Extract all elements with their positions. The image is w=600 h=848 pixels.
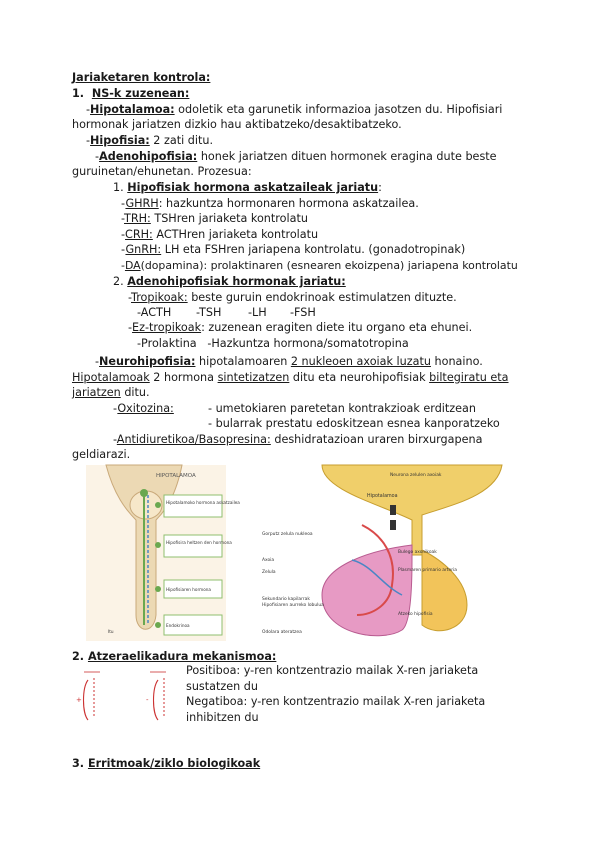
subsection-1-heading: [113, 180, 382, 195]
list-item: -GnRH: LH eta FSHren jariapena kontrolatu. (gonadotropinak): [121, 243, 466, 256]
term: Hipotalamoa:: [90, 103, 175, 116]
tropic-hormone: -ACTH: [137, 306, 172, 319]
page-title: Jariaketaren kontrola:: [72, 71, 211, 84]
section-number: 3.: [72, 757, 85, 770]
text: jariatzen: [72, 386, 121, 399]
step-marker: [155, 542, 161, 548]
figure-label: Hipotalamoa: [367, 494, 398, 499]
text: sintetizatzen: [217, 371, 290, 384]
section-title: NS-k zuzenean:: [91, 87, 190, 100]
hipofisia-line: -Hipofisia: 2 zati ditu.: [86, 134, 214, 147]
text: beste guruin endokrinoak estimulatzen dituzte.: [187, 291, 457, 304]
term: Tropikoak:: [131, 291, 188, 304]
list-item: -CRH: ACTHren jariaketa kontrolatu: [121, 228, 319, 241]
section-1-heading: [72, 86, 189, 101]
text: honek jariatzen dituen hormonek eragina dute beste: [197, 150, 497, 163]
section-2-heading: [72, 649, 276, 664]
colon: :: [378, 181, 382, 194]
callout-box: [164, 535, 222, 557]
figure-label: HIPOTALAMOA: [156, 473, 196, 479]
text: honaino.: [430, 355, 483, 368]
oxitozina-text-2: - bularrak prestatu edoskitzean esnea kanporatzeko: [208, 417, 500, 430]
term: Antidiuretikoa/Basopresina:: [116, 433, 271, 446]
list-item: -TRH: TSHren jariaketa kontrolatu: [121, 212, 308, 225]
step-marker: [155, 622, 161, 628]
tropic-hormone: -TSH: [196, 306, 222, 319]
step-marker: [155, 586, 161, 592]
text: 2 zati ditu.: [149, 134, 214, 147]
text: TSHren jariaketa kontrolatu: [150, 212, 308, 225]
figure-label: Atzeko hipofisia: [398, 612, 433, 617]
term: GHRH: [125, 197, 159, 210]
negative-sign: -: [146, 696, 149, 704]
ez-tropic-list: -Prolaktina -Hazkuntza hormona/somatotropina: [137, 337, 409, 350]
subsection-number: 2.: [113, 275, 124, 288]
neurohipofisia-line-3: [72, 385, 150, 400]
antidiuretikoa-line: -Antidiuretikoa/Basopresina: deshidratazioan uraren birxurgapena: [113, 433, 483, 446]
step-marker: [155, 502, 161, 508]
tropic-hormone: -FSH: [290, 306, 316, 319]
adenohipofisia-line-2: guruinetan/ehunetan. Prozesua:: [72, 165, 252, 178]
axon-terminal: [390, 505, 396, 515]
figure-label: Hipofisira heltzen den hormona: [166, 540, 232, 545]
text: LH eta FSHren jariapena kontrolatu. (gonadotropinak): [161, 243, 466, 256]
posterior-pituitary: [422, 550, 467, 631]
oxitozina-text-1: - umetokiaren paretetan kontrakzioak erditzean: [208, 402, 477, 415]
term: Ez-tropikoak: [132, 321, 202, 334]
positive-feedback-line-2: sustatzen du: [186, 680, 258, 693]
antidiuretikoa-line-2: geldiarazi.: [72, 448, 131, 461]
neuron-body: [140, 489, 148, 497]
callout-box: [164, 495, 222, 517]
feedback-arrow: [154, 680, 159, 720]
figure-label: Hipotalamoko hormona askatzailea: [166, 500, 240, 505]
text: 2 nukleoen axoiak luzatu: [290, 355, 431, 368]
figure-label: Axoia: [262, 558, 275, 563]
figure-label: Hipofisiaren aurreko lobulua: [262, 603, 324, 608]
figure-label: Zelula: [262, 570, 276, 575]
negative-feedback-line: Negatiboa: y-ren kontzentrazio mailak X-ren jariaketa: [186, 695, 486, 708]
figure-label: Plasmaren primario arteria: [398, 568, 457, 573]
term: Hipofisia:: [90, 134, 150, 147]
figure-label: Hipofisiaren hormona: [166, 587, 211, 592]
term: DA: [124, 259, 141, 272]
section-number: 1.: [72, 87, 85, 100]
text: 2 hormona: [149, 371, 218, 384]
text: : hazkuntza hormonaren hormona askatzailea.: [158, 197, 419, 210]
feedback-arrow: [84, 680, 89, 720]
text: : zuzenean eragiten diete itu organo eta ehunei.: [201, 321, 473, 334]
figure-label: Endokrinoa: [166, 623, 190, 628]
figure-label: Sekundario kapilarrak: [262, 597, 310, 602]
pituitary-anatomy-figure-right: [262, 465, 510, 645]
text: hipotalamoaren: [195, 355, 291, 368]
oxitozina-line: -Oxitozina:: [113, 402, 174, 415]
anterior-pituitary: [322, 545, 412, 636]
section-title: Erritmoak/ziklo biologikoak: [87, 757, 261, 770]
figure-label: Gorputz zelula nukleoa: [262, 532, 313, 537]
term: TRH:: [124, 212, 151, 225]
hypothalamus-pituitary-figure-left: [86, 465, 240, 641]
text: (dopamina): prolaktinaren (esnearen ekoizpena) jariapena kontrolatu: [140, 259, 518, 272]
subsection-2-heading: [113, 274, 346, 289]
text: deshidratazioan uraren birxurgapena: [270, 433, 483, 446]
term: CRH:: [125, 228, 153, 241]
term: Adenohipofisia:: [99, 150, 198, 163]
neurohipofisia-line: -Neurohipofisia: hipotalamoaren 2 nukleoen axoiak luzatu honaino.: [95, 355, 483, 368]
positive-feedback-line: Positiboa: y-ren kontzentrazio mailak X-ren jariaketa: [186, 664, 479, 677]
ez-tropikoak-line: -Ez-tropikoak: zuzenean eragiten diete itu organo eta ehunei.: [128, 321, 473, 334]
text: ditu.: [120, 386, 150, 399]
figure-label: Odolara ateratzea: [262, 630, 302, 635]
text: ditu eta neurohipofisiak: [289, 371, 430, 384]
term: Oxitozina:: [117, 402, 174, 415]
neurohipofisia-line-2: [72, 370, 509, 385]
text: Hipotalamoak: [72, 371, 150, 384]
negative-feedback-line-2: inhibitzen du: [186, 711, 259, 724]
feedback-diagram: [72, 668, 188, 730]
hypothalamus-region: [322, 465, 502, 555]
tropic-hormone: -LH: [248, 306, 267, 319]
section-title: Atzeraelikadura mekanismoa:: [87, 650, 277, 663]
list-item: -GHRH: hazkuntza hormonaren hormona askatzailea.: [121, 197, 419, 210]
figure-label: Itu: [108, 629, 114, 634]
text: biltegiratu eta: [429, 371, 509, 384]
subsection-title: Adenohipofisiak hormonak jariatu:: [127, 275, 346, 288]
hipotalamoa-line-2: hormonak jariatzen dizkio hau aktibatzeko/desaktibatzeko.: [72, 118, 402, 131]
text: odoletik eta garunetik informazioa jasotzen du. Hipofisiari: [174, 103, 503, 116]
subsection-number: 1.: [113, 181, 124, 194]
hipotalamoa-line: -Hipotalamoa: odoletik eta garunetik informazioa jasotzen du. Hipofisiari: [86, 103, 503, 116]
list-item: -DA(dopamina): prolaktinaren (esnearen ekoizpena) jariapena kontrolatu: [121, 259, 518, 272]
subsection-title: Hipofisiak hormona askatzaileak jariatu: [127, 181, 379, 194]
adenohipofisia-line: -Adenohipofisia: honek jariatzen dituen hormonek eragina dute beste: [95, 150, 497, 163]
section-3-heading: [72, 756, 260, 771]
term: Neurohipofisia:: [99, 355, 196, 368]
figure-label: Bulego axonikoak: [398, 550, 437, 555]
axon-terminal: [390, 520, 396, 530]
figure-label: Neurona zelulen axoiak: [390, 473, 442, 478]
section-number: 2.: [72, 650, 85, 663]
positive-sign: +: [76, 696, 82, 704]
tropikoak-line: -Tropikoak: beste guruin endokrinoak estimulatzen dituzte.: [128, 291, 457, 304]
term: GnRH:: [125, 243, 162, 256]
text: ACTHren jariaketa kontrolatu: [152, 228, 319, 241]
